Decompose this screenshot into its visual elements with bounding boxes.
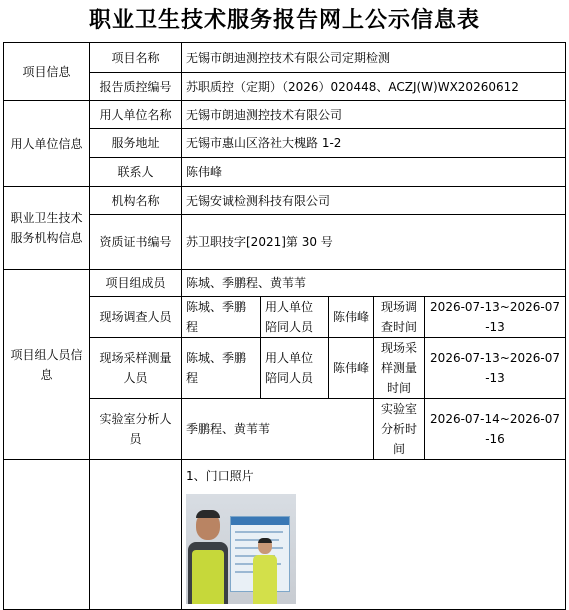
project-name-row bbox=[4, 43, 566, 73]
agency-name-value: 无锡安诚检测科技有限公司 bbox=[182, 187, 566, 215]
sampling-staff-value: 陈城、季鹏程 bbox=[182, 338, 261, 399]
info-table bbox=[3, 42, 566, 610]
survey-time-value: 2026-07-13~2026-07-13 bbox=[425, 297, 566, 338]
survey-time-label: 现场调查时间 bbox=[374, 297, 425, 338]
employer-name-label: 用人单位名称 bbox=[90, 101, 182, 129]
employer-info-section: 用人单位信息 bbox=[4, 101, 90, 187]
report-number-label: 报告质控编号 bbox=[90, 73, 182, 101]
person-figure bbox=[252, 538, 278, 604]
entrance-photo bbox=[186, 494, 296, 604]
team-members-row bbox=[4, 270, 566, 297]
photo-blank-cell-1 bbox=[4, 460, 90, 610]
employer-name-row bbox=[4, 101, 566, 129]
contact-label: 联系人 bbox=[90, 158, 182, 187]
sampling-accompany-label: 用人单位陪同人员 bbox=[261, 338, 329, 399]
service-address-value: 无锡市惠山区洛社大槐路 1-2 bbox=[182, 129, 566, 158]
report-number-value: 苏职质控（定期）（2026）020448、ACZJ(W)WX20260612 bbox=[182, 73, 566, 101]
service-address-label: 服务地址 bbox=[90, 129, 182, 158]
page-title: 职业卫生技术服务报告网上公示信息表 bbox=[88, 7, 480, 33]
survey-accompany-label: 用人单位陪同人员 bbox=[261, 297, 329, 338]
lab-staff-value: 季鹏程、黄苇苇 bbox=[182, 399, 374, 460]
lab-staff-label: 实验室分析人员 bbox=[90, 399, 182, 460]
survey-staff-label: 现场调查人员 bbox=[90, 297, 182, 338]
project-name-value: 无锡市朗迪测控技术有限公司定期检测 bbox=[182, 43, 566, 73]
project-name-label: 项目名称 bbox=[90, 43, 182, 73]
certificate-value: 苏卫职技字[2021]第 30 号 bbox=[182, 215, 566, 270]
certificate-label: 资质证书编号 bbox=[90, 215, 182, 270]
lab-time-label: 实验室分析时间 bbox=[374, 399, 425, 460]
photo-cell bbox=[182, 460, 566, 610]
sampling-time-label: 现场采样测量时间 bbox=[374, 338, 425, 399]
employer-name-value: 无锡市朗迪测控技术有限公司 bbox=[182, 101, 566, 129]
lab-time-value: 2026-07-14~2026-07-16 bbox=[425, 399, 566, 460]
photo-blank-cell-2 bbox=[90, 460, 182, 610]
team-members-value: 陈城、季鹏程、黄苇苇 bbox=[182, 270, 566, 297]
agency-info-section: 职业卫生技术服务机构信息 bbox=[4, 187, 90, 270]
project-info-section: 项目信息 bbox=[4, 43, 90, 101]
contact-value: 陈伟峰 bbox=[182, 158, 566, 187]
sampling-accompany-value: 陈伟峰 bbox=[329, 338, 374, 399]
sampling-time-value: 2026-07-13~2026-07-13 bbox=[425, 338, 566, 399]
survey-staff-value: 陈城、季鹏程 bbox=[182, 297, 261, 338]
agency-name-row bbox=[4, 187, 566, 215]
team-members-label: 项目组成员 bbox=[90, 270, 182, 297]
agency-name-label: 机构名称 bbox=[90, 187, 182, 215]
sampling-staff-label: 现场采样测量人员 bbox=[90, 338, 182, 399]
survey-accompany-value: 陈伟峰 bbox=[329, 297, 374, 338]
photo-caption: 1、门口照片 bbox=[186, 469, 254, 483]
staff-info-section: 项目组人员信息 bbox=[4, 270, 90, 460]
photo-row bbox=[4, 460, 566, 610]
